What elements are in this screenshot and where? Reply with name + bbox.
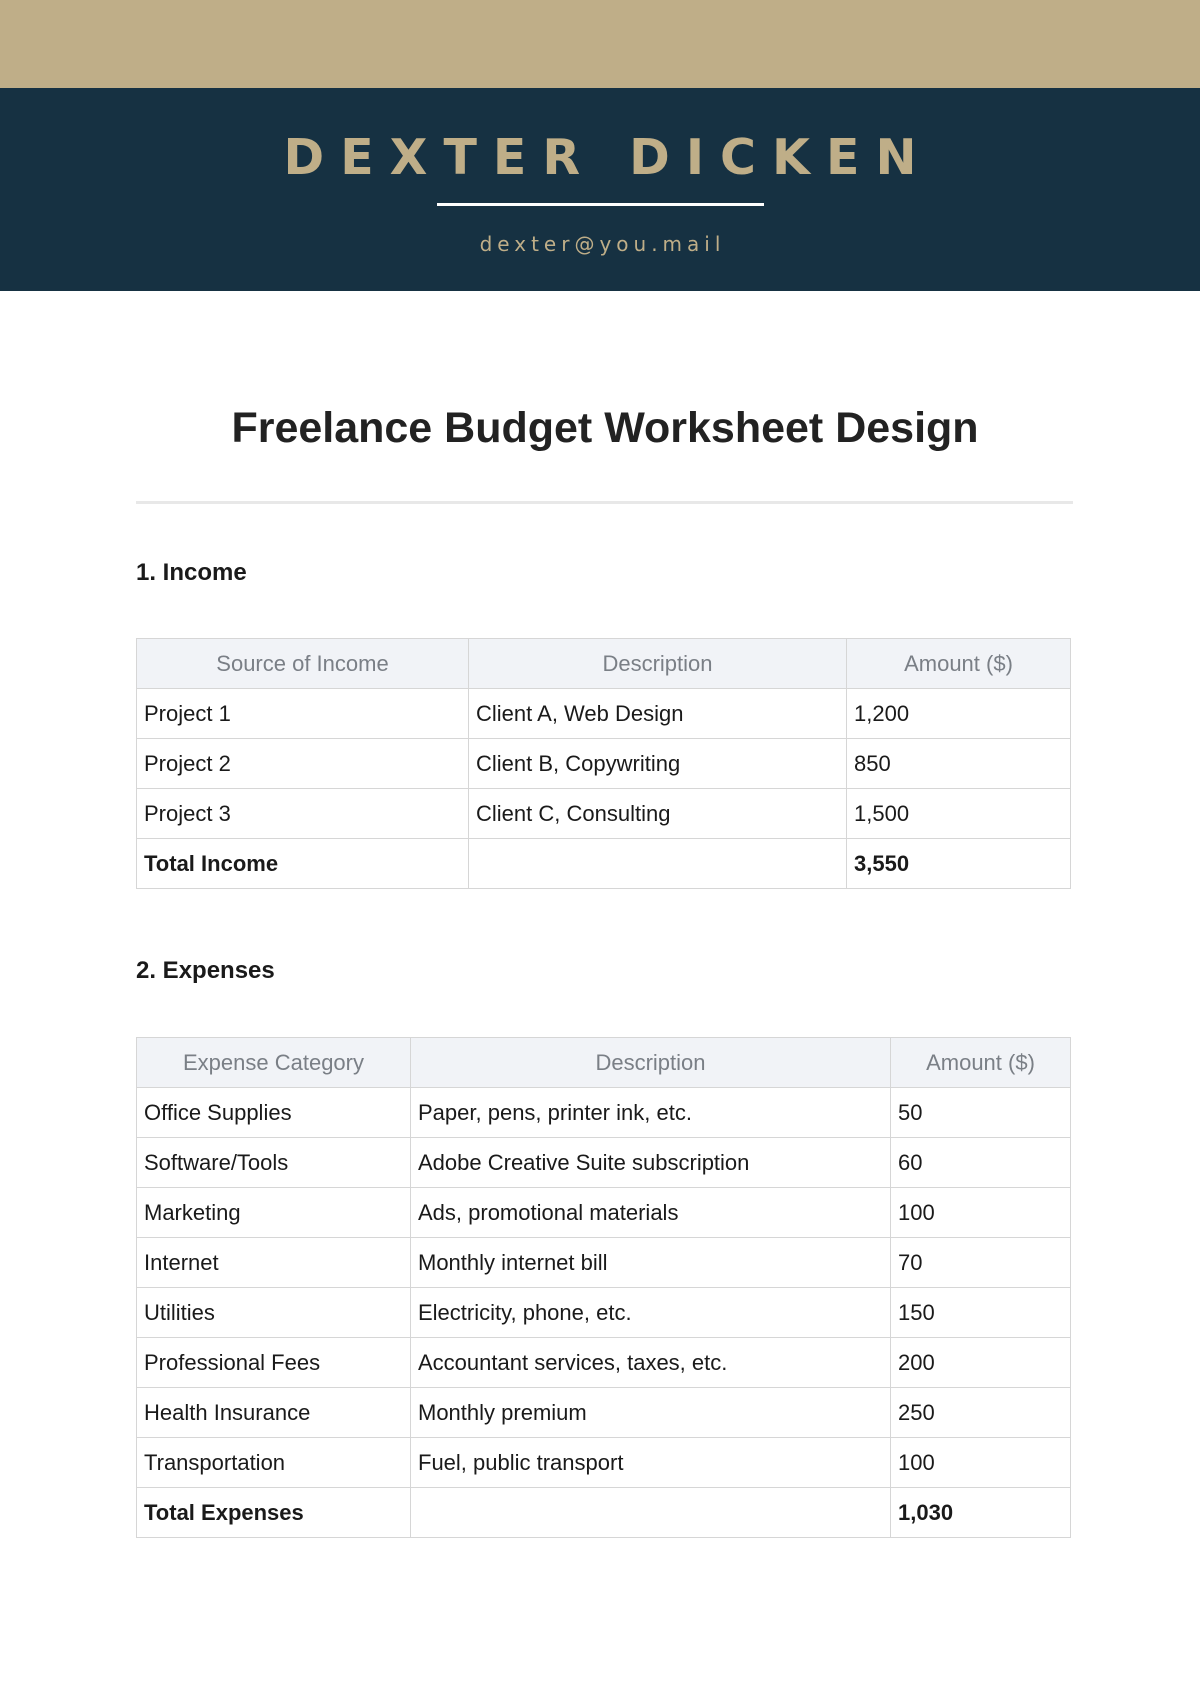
title-divider <box>136 501 1073 504</box>
author-email: dexter@you.mail <box>479 232 726 256</box>
expense-amount-cell: 100 <box>891 1188 1071 1238</box>
expense-description-cell: Monthly internet bill <box>411 1238 891 1288</box>
expense-amount-cell: 70 <box>891 1238 1071 1288</box>
expense-description-cell: Adobe Creative Suite subscription <box>411 1138 891 1188</box>
top-accent-band <box>0 0 1200 88</box>
table-row <box>137 1438 1071 1488</box>
column-header: Amount ($) <box>847 639 1071 689</box>
income-source-cell: Project 1 <box>137 689 469 739</box>
income-amount-cell: 850 <box>847 739 1071 789</box>
total-label-cell: Total Expenses <box>137 1488 411 1538</box>
header-banner <box>0 88 1200 291</box>
table-row <box>137 1088 1071 1138</box>
expense-category-cell: Internet <box>137 1238 411 1288</box>
expenses-table <box>136 1037 1071 1538</box>
expense-description-cell: Ads, promotional materials <box>411 1188 891 1238</box>
income-source-cell: Project 3 <box>137 789 469 839</box>
expense-category-cell: Office Supplies <box>137 1088 411 1138</box>
column-header: Expense Category <box>137 1038 411 1088</box>
column-header: Amount ($) <box>891 1038 1071 1088</box>
income-table <box>136 638 1071 889</box>
expenses-heading: 2. Expenses <box>136 957 275 984</box>
expense-description-cell: Fuel, public transport <box>411 1438 891 1488</box>
expense-category-cell: Utilities <box>137 1288 411 1338</box>
table-row <box>137 689 1071 739</box>
income-source-cell: Project 2 <box>137 739 469 789</box>
expense-category-cell: Professional Fees <box>137 1338 411 1388</box>
table-row <box>137 1238 1071 1288</box>
table-row <box>137 739 1071 789</box>
table-row <box>137 1388 1071 1438</box>
table-row <box>137 1188 1071 1238</box>
total-label-cell: Total Income <box>137 839 469 889</box>
table-row <box>137 1138 1071 1188</box>
expense-description-cell: Accountant services, taxes, etc. <box>411 1338 891 1388</box>
expense-amount-cell: 150 <box>891 1288 1071 1338</box>
expense-amount-cell: 60 <box>891 1138 1071 1188</box>
income-amount-cell: 1,500 <box>847 789 1071 839</box>
expense-category-cell: Transportation <box>137 1438 411 1488</box>
table-row <box>137 1338 1071 1388</box>
expense-description-cell: Monthly premium <box>411 1388 891 1438</box>
author-name: DEXTER DICKEN <box>283 129 933 186</box>
income-description-cell: Client B, Copywriting <box>469 739 847 789</box>
income-description-cell: Client A, Web Design <box>469 689 847 739</box>
expense-amount-cell: 250 <box>891 1388 1071 1438</box>
expense-description-cell: Paper, pens, printer ink, etc. <box>411 1088 891 1138</box>
income-header-row <box>137 639 1071 689</box>
expense-category-cell: Marketing <box>137 1188 411 1238</box>
expense-amount-cell: 100 <box>891 1438 1071 1488</box>
expenses-total-row <box>137 1488 1071 1538</box>
expenses-header-row <box>137 1038 1071 1088</box>
income-heading: 1. Income <box>136 559 247 586</box>
table-row <box>137 1288 1071 1338</box>
total-amount-cell: 1,030 <box>891 1488 1071 1538</box>
expense-category-cell: Software/Tools <box>137 1138 411 1188</box>
column-header: Description <box>411 1038 891 1088</box>
expense-category-cell: Health Insurance <box>137 1388 411 1438</box>
income-description-cell: Client C, Consulting <box>469 789 847 839</box>
header-divider <box>437 203 764 206</box>
expense-amount-cell: 50 <box>891 1088 1071 1138</box>
total-amount-cell: 3,550 <box>847 839 1071 889</box>
page-title: Freelance Budget Worksheet Design <box>231 404 979 452</box>
income-amount-cell: 1,200 <box>847 689 1071 739</box>
column-header: Source of Income <box>137 639 469 689</box>
income-total-row <box>137 839 1071 889</box>
expense-description-cell: Electricity, phone, etc. <box>411 1288 891 1338</box>
column-header: Description <box>469 639 847 689</box>
total-empty-cell <box>469 839 847 889</box>
expense-amount-cell: 200 <box>891 1338 1071 1388</box>
table-row <box>137 789 1071 839</box>
total-empty-cell <box>411 1488 891 1538</box>
